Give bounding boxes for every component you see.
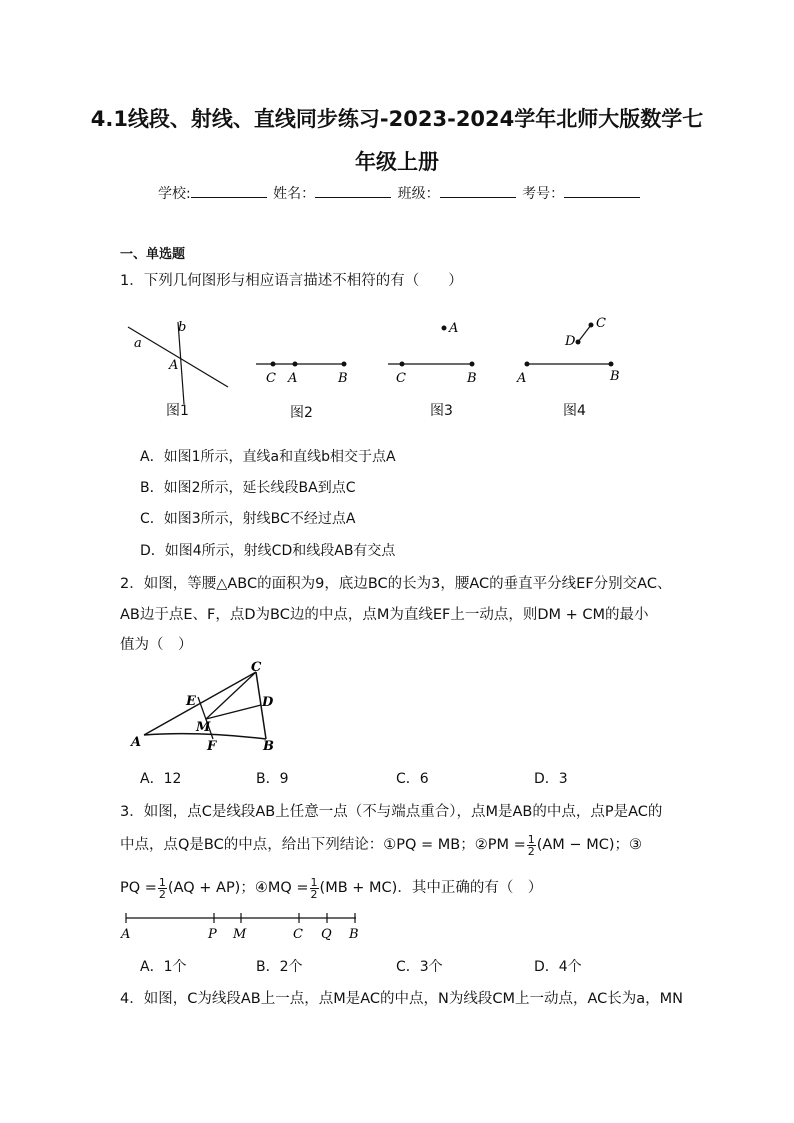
- q3-conclusion-1: ①PQ = MB；: [383, 837, 475, 853]
- name-label: 姓名：: [273, 186, 316, 202]
- f1-label-b: b: [178, 320, 187, 335]
- fig1-caption: 图1: [166, 403, 189, 419]
- q3-option-d[interactable]: D．4个: [534, 959, 582, 975]
- fig2-caption: 图2: [290, 405, 313, 421]
- q2-option-a[interactable]: A．12: [140, 771, 182, 787]
- q3-option-c[interactable]: C．3个: [396, 959, 443, 975]
- q1-figure-4: [516, 316, 620, 386]
- q2-line-2: AB边于点E、F，点D为BC边的中点，点M为直线EF上一动点，则DM + CM的最小: [120, 607, 649, 623]
- q3-option-b[interactable]: B．2个: [256, 959, 303, 975]
- exam-no-blank[interactable]: [564, 183, 640, 198]
- q3-label-C: C: [293, 927, 303, 942]
- q3-label-Q: Q: [321, 927, 332, 942]
- q2-label-F: F: [207, 739, 217, 754]
- school-label: 学校:: [158, 186, 191, 202]
- q3-conclusion-2-pre: ②PM =: [474, 837, 526, 853]
- q3-option-a[interactable]: A．1个: [140, 959, 187, 975]
- f4-point-B: [609, 362, 614, 367]
- f3-point-B: [470, 362, 475, 367]
- fig3-caption: 图3: [430, 403, 453, 419]
- q3-conclusion-3-post: (AQ + AP)；: [167, 880, 255, 896]
- q1-option-b[interactable]: B．如图2所示，延长线段BA到点C: [140, 480, 356, 496]
- q1-stem: 1．下列几何图形与相应语言描述不相符的有（ ）: [120, 273, 463, 289]
- f4-point-C: [589, 323, 594, 328]
- f4-label-C: C: [596, 316, 606, 331]
- f4-point-D: [576, 340, 581, 345]
- class-blank[interactable]: [440, 183, 516, 198]
- q1-figure-1: [128, 320, 228, 404]
- exam-no-label: 考号：: [522, 186, 565, 202]
- f4-label-A: A: [517, 371, 527, 386]
- q3-fraction-half: $\frac{1}{2}$: [527, 832, 535, 858]
- q3-line-1: 3．如图，点C是线段AB上任意一点（不与端点重合），点M是AB的中点，点P是AC的: [120, 804, 663, 820]
- q3-line-3: [120, 873, 680, 904]
- f3-label-B: B: [467, 371, 477, 386]
- f2-point-B: [342, 362, 347, 367]
- class-label: 班级：: [397, 186, 440, 202]
- q2-label-C: C: [251, 660, 262, 675]
- f2-label-C: C: [266, 371, 276, 386]
- q3-conclusion-2-post: (AM − MC)；③: [536, 837, 642, 853]
- q3-segment-figure: [118, 910, 378, 942]
- q1-option-d[interactable]: D．如图4所示，射线CD和线段AB有交点: [140, 543, 396, 559]
- q2-option-b[interactable]: B．9: [256, 771, 289, 787]
- q3-line-2: [120, 830, 680, 861]
- section-title: 一、单选题: [120, 247, 186, 262]
- q3-conclusion-4-post: (MB + MC)．其中正确的有（ ）: [319, 880, 543, 896]
- q4-line-1: 4．如图，C为线段AB上一点，点M是AC的中点，N为线段CM上一动点，AC长为a，MN: [120, 991, 684, 1007]
- school-blank[interactable]: [191, 183, 267, 198]
- q2-option-d[interactable]: D．3: [534, 771, 568, 787]
- f3-label-C: C: [396, 371, 406, 386]
- f3-point-C: [400, 362, 405, 367]
- q2-label-B: B: [263, 739, 274, 754]
- f2-label-A: A: [288, 371, 298, 386]
- f2-point-C: [271, 362, 276, 367]
- q2-option-c[interactable]: C．6: [396, 771, 429, 787]
- page-title-line-2: 年级上册: [355, 150, 439, 174]
- f4-label-B: B: [610, 369, 620, 384]
- q3-conclusion-4-pre: ④MQ =: [254, 880, 309, 896]
- q3-conclusion-3-pre: PQ =: [120, 880, 157, 896]
- q2-label-A: A: [131, 735, 142, 750]
- q3-label-M: M: [233, 927, 247, 942]
- f4-label-D: D: [565, 334, 576, 349]
- q1-option-a[interactable]: A．如图1所示，直线a和直线b相交于点A: [140, 449, 396, 465]
- q2-label-E: E: [186, 694, 196, 709]
- q3-label-A: A: [121, 927, 131, 942]
- q2-label-D: D: [262, 695, 274, 710]
- q1-figure-3: [388, 321, 477, 386]
- q3-line-2-text: 中点，点Q是BC的中点，给出下列结论：: [120, 837, 384, 853]
- q3-fraction-half-3: $\frac{1}{2}$: [310, 875, 318, 901]
- page-title-line-1: 4.1线段、射线、直线同步练习-2023-2024学年北师大版数学七: [90, 107, 704, 131]
- q2-label-M: M: [196, 720, 211, 735]
- f4-point-A: [525, 362, 530, 367]
- q3-fraction-half-2: $\frac{1}{2}$: [158, 875, 166, 901]
- name-blank[interactable]: [315, 183, 391, 198]
- f3-point-A: [442, 326, 447, 331]
- f3-label-A: A: [449, 321, 459, 336]
- f1-label-A: A: [169, 358, 179, 373]
- student-info-row: [158, 183, 642, 203]
- f2-point-A: [293, 362, 298, 367]
- q1-figures: [118, 312, 638, 412]
- q1-option-c[interactable]: C．如图3所示，射线BC不经过点A: [140, 511, 356, 527]
- f1-label-a: a: [134, 336, 142, 351]
- q2-triangle-figure: [118, 655, 288, 755]
- fig4-caption: 图4: [563, 403, 586, 419]
- q3-label-B: B: [349, 927, 359, 942]
- q2-line-1: 2．如图，等腰△ABC的面积为9，底边BC的长为3，腰AC的垂直平分线EF分别交AC、: [120, 576, 672, 592]
- q2-line-3: 值为（ ）: [120, 637, 193, 653]
- q1-figure-2: [256, 362, 348, 387]
- f2-label-B: B: [338, 371, 348, 386]
- q3-label-P: P: [208, 927, 217, 942]
